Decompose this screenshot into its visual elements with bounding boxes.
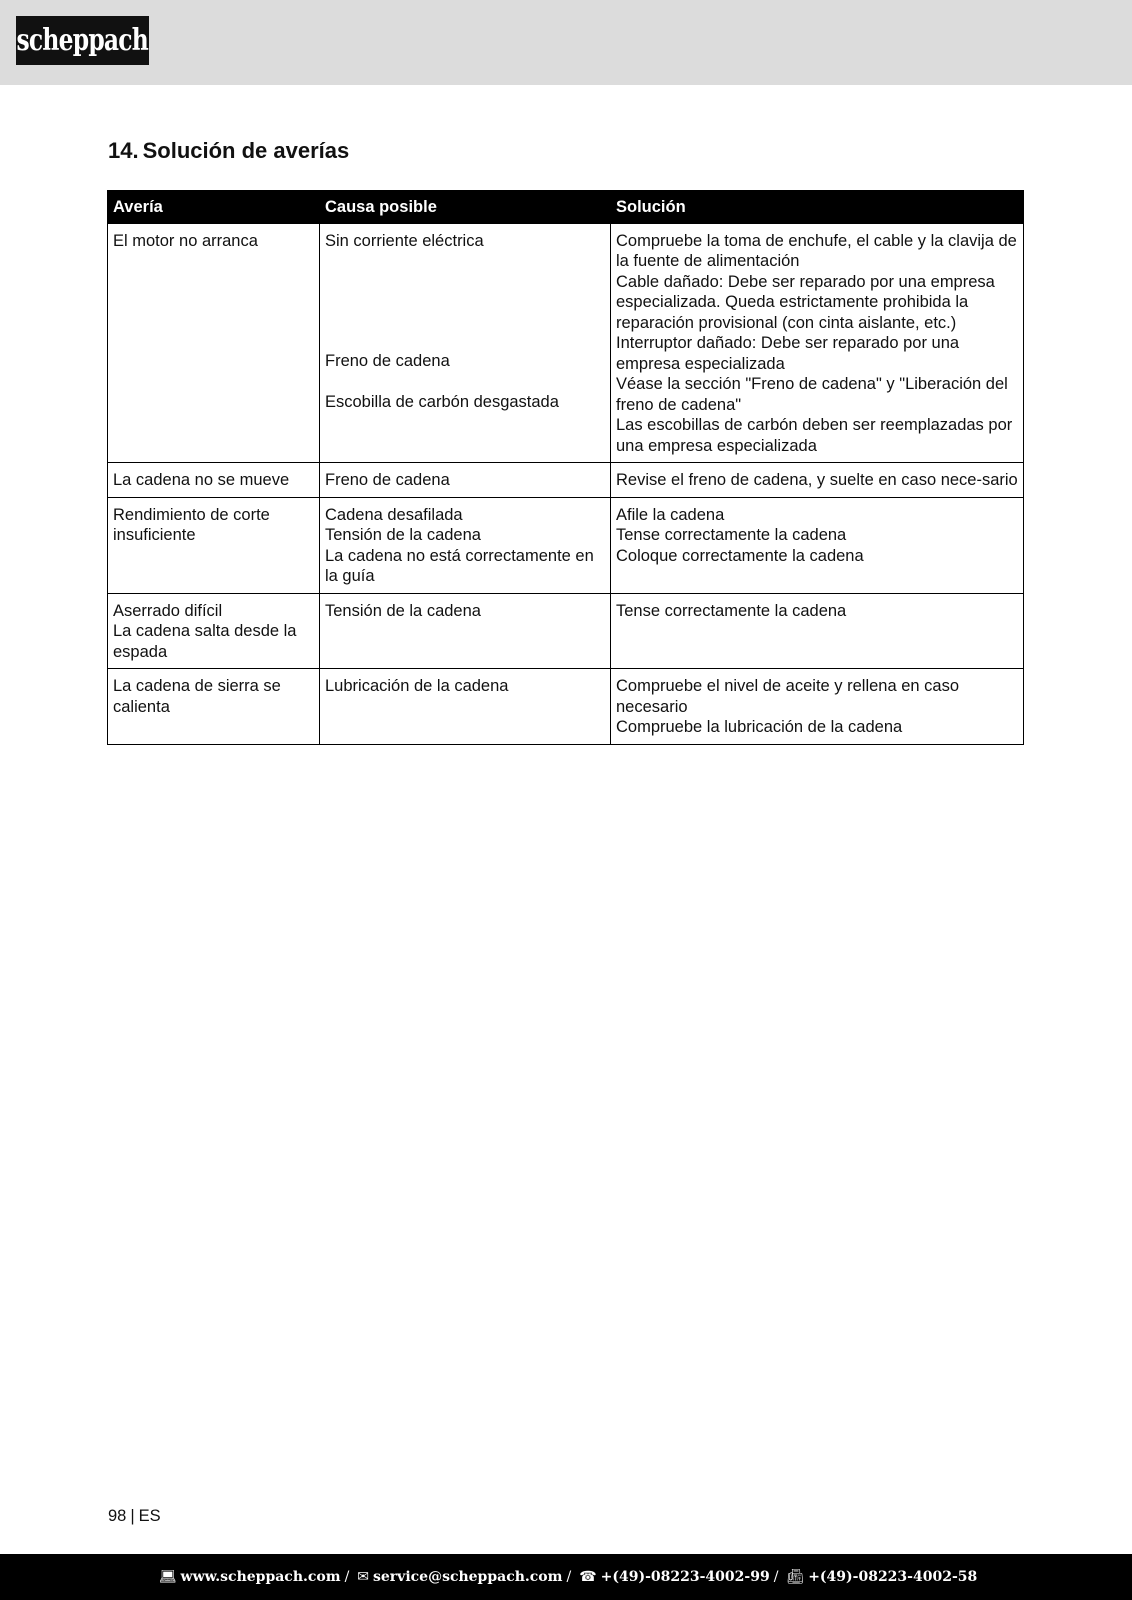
- table-header-row: [108, 191, 1024, 224]
- computer-icon: 💻︎: [158, 1569, 177, 1585]
- page-language: ES: [138, 1507, 161, 1525]
- phone-icon: ☎︎: [579, 1569, 597, 1585]
- logo-text: scheppach: [16, 23, 149, 58]
- solution-text: Tense correctamente la cadena: [616, 601, 847, 620]
- footer-fax: +(49)-08223-4002-58: [808, 1569, 978, 1585]
- fault-cell: [108, 223, 320, 463]
- cause-cell: [320, 593, 611, 669]
- section-title-text: Solución de averías: [142, 138, 350, 163]
- solution-text: Compruebe el nivel de aceite y rellena en caso necesario: [616, 677, 960, 716]
- fault-text: El motor no arranca: [113, 231, 258, 250]
- cause-text: Tensión de la cadena: [325, 601, 481, 620]
- footer-separator: /: [773, 1569, 779, 1585]
- header-solution: Solución: [611, 191, 1024, 224]
- cause-cell: [320, 669, 611, 745]
- table-row: [108, 669, 1024, 745]
- cause-text: Cadena desafilada: [325, 505, 463, 524]
- fault-text: La cadena no se mueve: [113, 471, 290, 489]
- fault-text: Rendimiento de corte insuficiente: [113, 505, 270, 544]
- solution-text: Revise el freno de cadena, y suelte en caso nece-sario: [616, 471, 1018, 489]
- troubleshooting-table: [107, 190, 1024, 745]
- solution-cell: [611, 593, 1024, 669]
- solution-text: Interruptor dañado: Debe ser reparado por una empresa especializada: [616, 334, 960, 373]
- footer-website: www.scheppach.com: [180, 1569, 341, 1585]
- page-footer: [0, 1554, 1132, 1600]
- solution-text: Cable dañado: Debe ser reparado por una empresa especializada. Queda estrictamente prohibida la reparación provisional (con cinta aislante, etc.): [616, 272, 995, 332]
- cause-text: Lubricación de la cadena: [325, 677, 509, 695]
- fault-cell: [108, 497, 320, 593]
- fault-text: La cadena salta desde la espada: [113, 622, 297, 661]
- fault-cell: [108, 593, 320, 669]
- cause-cell: [320, 463, 611, 498]
- header-fault: Avería: [108, 191, 320, 224]
- solution-text: Afile la cadena: [616, 505, 725, 524]
- solution-text: Compruebe la toma de enchufe, el cable y la clavija de la fuente de alimentación: [616, 231, 1017, 270]
- footer-phone: +(49)-08223-4002-99: [600, 1569, 770, 1585]
- cause-text: Freno de cadena: [325, 352, 450, 370]
- cause-text: Escobilla de carbón desgastada: [325, 392, 559, 411]
- footer-separator: /: [344, 1569, 350, 1585]
- table-row: [108, 223, 1024, 463]
- cause-cell: [320, 497, 611, 593]
- page-separator: |: [130, 1507, 135, 1525]
- fault-cell: [108, 463, 320, 498]
- cause-text: Freno de cadena: [325, 471, 450, 489]
- page-number-value: 98: [108, 1507, 127, 1525]
- fault-cell: [108, 669, 320, 745]
- section-title: [108, 138, 349, 164]
- fault-text: La cadena de sierra se calienta: [113, 677, 281, 716]
- solution-text: Véase la sección "Freno de cadena" y "Liberación del freno de cadena": [616, 375, 1008, 414]
- fault-text: Aserrado difícil: [113, 601, 223, 620]
- brand-logo: [16, 16, 149, 65]
- footer-email: service@scheppach.com: [373, 1569, 563, 1585]
- cause-cell: [320, 223, 611, 463]
- fax-icon: 📠︎: [786, 1569, 805, 1585]
- solution-cell: [611, 669, 1024, 745]
- table-row: [108, 497, 1024, 593]
- table-row: [108, 593, 1024, 669]
- solution-cell: [611, 223, 1024, 463]
- page-header: [0, 0, 1132, 85]
- solution-cell: [611, 497, 1024, 593]
- table-row: [108, 463, 1024, 498]
- solution-text: Tense correctamente la cadena: [616, 526, 847, 544]
- email-icon: ✉︎: [357, 1569, 370, 1585]
- footer-separator: /: [566, 1569, 572, 1585]
- solution-text: Compruebe la lubricación de la cadena: [616, 718, 903, 736]
- solution-text: Las escobillas de carbón deben ser reemplazadas por una empresa especializada: [616, 416, 1013, 455]
- header-cause: Causa posible: [320, 191, 611, 224]
- cause-text: Tensión de la cadena: [325, 526, 481, 544]
- page-number: [108, 1507, 161, 1526]
- solution-cell: [611, 463, 1024, 498]
- cause-text: Sin corriente eléctrica: [325, 231, 484, 250]
- solution-text: Coloque correctamente la cadena: [616, 546, 864, 565]
- cause-text: La cadena no está correctamente en la guía: [325, 546, 594, 585]
- section-number: 14.: [108, 138, 139, 163]
